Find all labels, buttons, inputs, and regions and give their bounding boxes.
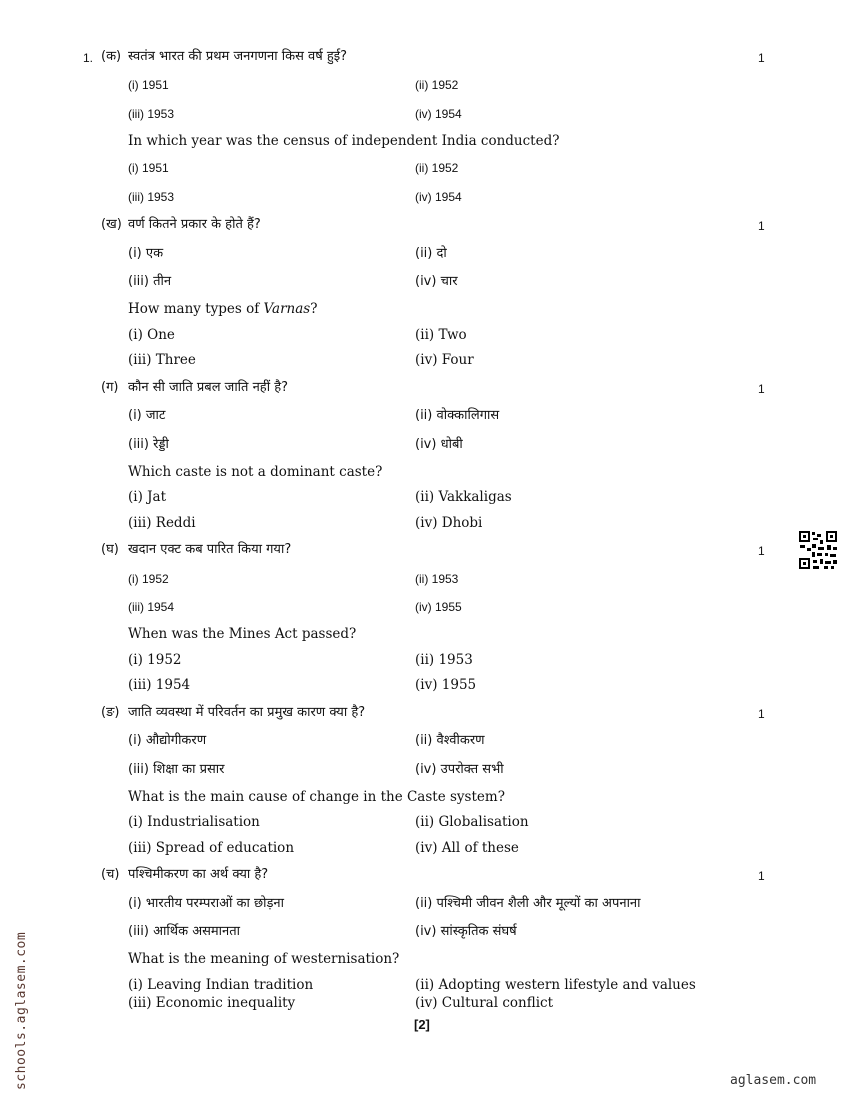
question-label: (ख)	[101, 217, 122, 232]
english-option: (ii) Adopting western lifestyle and values	[415, 977, 696, 993]
english-option: (i) 1952	[128, 652, 182, 668]
english-option: (ii) Two	[415, 327, 467, 343]
hindi-option: (ii) दो	[415, 246, 447, 261]
hindi-option: (i) एक	[128, 246, 164, 261]
english-option: (iv) 1954	[415, 190, 462, 204]
english-option: (iii) 1953	[128, 190, 175, 204]
hindi-option: (iii) आर्थिक असमानता	[128, 924, 241, 939]
hindi-option: (i) 1952	[128, 572, 169, 586]
english-option: (i) One	[128, 327, 175, 343]
english-option: (i) Industrialisation	[128, 814, 260, 830]
english-option: (ii) 1953	[415, 652, 473, 668]
hindi-option: (i) जाट	[128, 408, 166, 423]
english-option: (ii) Globalisation	[415, 814, 529, 830]
qr-code-icon	[798, 530, 838, 570]
hindi-option: (iv) सांस्कृतिक संघर्ष	[415, 924, 517, 939]
hindi-option: (iii) 1953	[128, 107, 175, 121]
question-label: (घ)	[101, 542, 119, 557]
hindi-option: (iii) रेड्डी	[128, 437, 169, 452]
question-marks: 1	[758, 51, 765, 65]
question-text-hindi: खदान एक्ट कब पारित किया गया?	[128, 542, 292, 557]
english-option: (iv) Cultural conflict	[415, 995, 554, 1011]
hindi-option: (iv) धोबी	[415, 437, 463, 452]
english-option: (i) 1951	[128, 161, 169, 175]
question-marks: 1	[758, 382, 765, 396]
english-option: (iv) All of these	[415, 840, 519, 856]
hindi-option: (iv) चार	[415, 274, 458, 289]
hindi-option: (iv) 1955	[415, 600, 462, 614]
question-marks: 1	[758, 869, 765, 883]
question-text-hindi: वर्ण कितने प्रकार के होते हैं?	[128, 217, 261, 232]
english-option: (i) Leaving Indian tradition	[128, 977, 314, 993]
english-option: (i) Jat	[128, 489, 167, 505]
question-label: (ङ)	[101, 705, 120, 720]
question-text-hindi: स्वतंत्र भारत की प्रथम जनगणना किस वर्ष हुई?	[128, 49, 348, 64]
english-option: (iii) 1954	[128, 677, 191, 693]
english-option: (iv) Four	[415, 352, 474, 368]
english-option: (ii) 1952	[415, 161, 459, 175]
english-suffix: ?	[310, 301, 318, 317]
side-watermark: schools.aglasem.com	[14, 931, 29, 1090]
english-option: (iv) 1955	[415, 677, 477, 693]
question-text-hindi: जाति व्यवस्था में परिवर्तन का प्रमुख कारण क्या है?	[128, 705, 366, 720]
question-text-english: What is the meaning of westernisation?	[128, 951, 400, 967]
hindi-option: (i) भारतीय परम्पराओं का छोड़ना	[128, 896, 284, 911]
hindi-option: (ii) पश्चिमी जीवन शैली और मूल्यों का अपनाना	[415, 896, 641, 911]
hindi-option: (iv) 1954	[415, 107, 462, 121]
question-text-english: Which caste is not a dominant caste?	[128, 464, 383, 480]
question-text-hindi: पश्चिमीकरण का अर्थ क्या है?	[128, 867, 269, 882]
bottom-watermark: aglasem.com	[730, 1073, 817, 1088]
english-option: (ii) Vakkaligas	[415, 489, 512, 505]
page-number: [2]	[414, 1017, 430, 1032]
hindi-option: (iii) 1954	[128, 600, 175, 614]
question-marks: 1	[758, 707, 765, 721]
english-option: (iii) Spread of education	[128, 840, 295, 856]
question-label: (ग)	[101, 380, 119, 395]
question-marks: 1	[758, 219, 765, 233]
question-number: 1.	[83, 51, 94, 65]
english-prefix: How many types of	[128, 301, 264, 317]
english-option: (iii) Reddi	[128, 515, 196, 531]
english-option: (iv) Dhobi	[415, 515, 483, 531]
english-option: (iii) Economic inequality	[128, 995, 296, 1011]
question-label: (क)	[101, 49, 122, 64]
hindi-option: (ii) वोक्कालिगास	[415, 408, 500, 423]
hindi-option: (ii) 1952	[415, 78, 459, 92]
hindi-option: (ii) वैश्वीकरण	[415, 733, 485, 748]
hindi-option: (i) 1951	[128, 78, 169, 92]
hindi-option: (iv) उपरोक्त सभी	[415, 762, 504, 777]
hindi-option: (iii) शिक्षा का प्रसार	[128, 762, 225, 777]
question-text-english: When was the Mines Act passed?	[128, 626, 357, 642]
question-text-english: What is the main cause of change in the Caste system?	[128, 789, 505, 805]
question-label: (च)	[101, 867, 120, 882]
hindi-option: (i) औद्योगीकरण	[128, 733, 207, 748]
question-text-english: In which year was the census of independent India conducted?	[128, 133, 560, 149]
question-text-english	[128, 300, 317, 318]
english-option: (iii) Three	[128, 352, 196, 368]
hindi-option: (iii) तीन	[128, 274, 172, 289]
english-italic-term: Varnas	[263, 301, 311, 317]
question-text-hindi: कौन सी जाति प्रबल जाति नहीं है?	[128, 380, 289, 395]
hindi-option: (ii) 1953	[415, 572, 459, 586]
question-marks: 1	[758, 544, 765, 558]
